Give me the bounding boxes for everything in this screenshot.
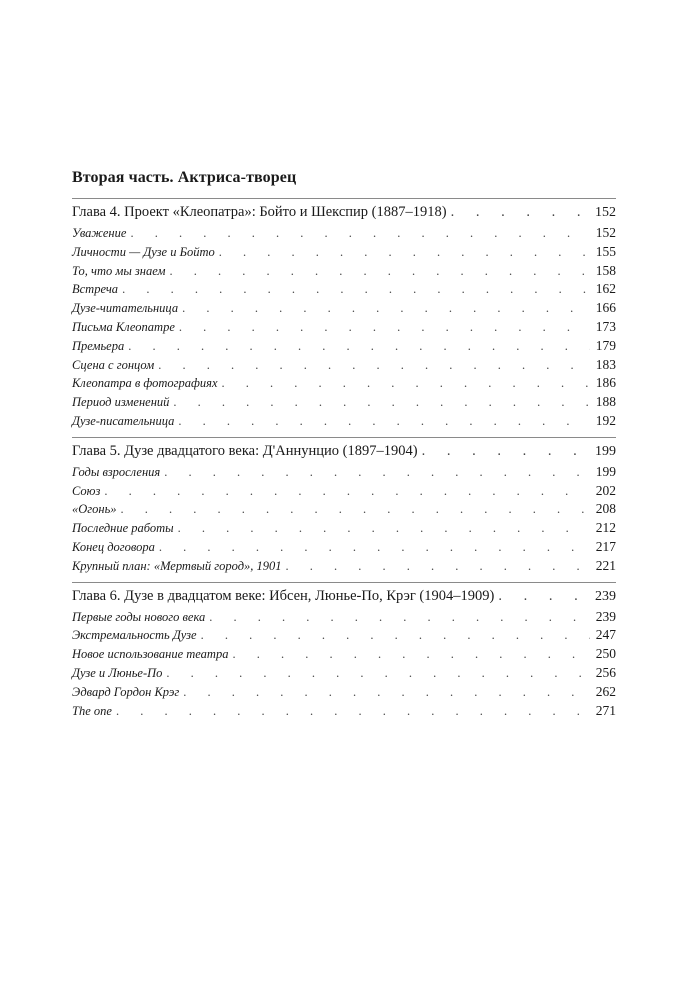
page-number: 208 [595,501,616,517]
toc-entry[interactable] [72,393,616,412]
chapter-6 [72,582,616,721]
page-number: 256 [595,664,616,680]
toc-entry[interactable] [72,280,616,299]
page-number: 179 [595,337,616,353]
page-number: 183 [595,356,616,372]
chapter-heading[interactable] [72,201,616,224]
entry-title: Премьера [72,338,125,353]
dot-leader [173,393,590,412]
entry-title: Первые годы нового века [72,609,206,624]
dot-leader [451,201,590,223]
page-number: 199 [595,463,616,479]
entry-title: То, что мы знаем [72,263,166,278]
entry-title: Новое использование театра [72,647,229,662]
dot-leader [121,500,590,519]
toc-entry[interactable] [72,337,616,356]
toc-entry[interactable] [72,463,616,482]
dot-leader [182,299,590,318]
toc-entry[interactable] [72,683,616,702]
toc-entry[interactable] [72,608,616,627]
entry-title: Письма Клеопатре [72,319,175,334]
entry-title: Экстремальность Дузе [72,628,197,643]
entry-title: Дузе-читательница [72,301,179,316]
dot-leader [130,224,590,243]
page-number: 186 [595,375,616,391]
toc-entry[interactable] [72,482,616,501]
page-number: 212 [595,520,616,536]
dot-leader [128,337,590,356]
chapter-title: Глава 6. Дузе в двадцатом веке: Ибсен, Люнье-По, Крэг (1904–1909) [72,587,495,604]
page-number: 155 [595,243,616,259]
table-of-contents [72,167,616,726]
toc-entry[interactable] [72,356,616,375]
page-number: 221 [595,557,616,573]
entry-title: Эдвард Гордон Крэг [72,684,180,699]
page-number: 152 [595,225,616,240]
dot-leader [201,626,590,645]
entry-title: Клеопатра в фотографиях [72,376,218,391]
page-number: 188 [595,394,616,410]
page-number: 199 [595,443,616,459]
toc-entry[interactable] [72,224,616,243]
dot-leader [178,412,590,431]
toc-entry[interactable] [72,645,616,664]
page-number: 166 [595,300,616,316]
chapter-4 [72,198,616,431]
dot-leader [164,463,590,482]
page-number: 250 [595,646,616,662]
dot-leader [158,356,590,375]
entry-title: Конец договора [72,539,155,554]
toc-entry[interactable] [72,243,616,262]
entry-title: Дузе-писательница [72,413,175,428]
page-number: 202 [595,482,616,498]
page-number: 271 [595,702,616,718]
page-number: 192 [595,412,616,428]
chapter-5 [72,437,616,576]
toc-entry[interactable] [72,626,616,645]
toc-entry[interactable] [72,702,616,721]
dot-leader [179,318,590,337]
entry-title: Дузе и Люнье-По [72,665,163,680]
page-number: 173 [595,318,616,334]
dot-leader [286,557,590,576]
toc-entry[interactable] [72,538,616,557]
dot-leader [104,482,590,501]
entry-title: Уважение [72,226,127,240]
entry-title: Союз [72,483,101,498]
dot-leader [178,519,590,538]
page-number: 239 [595,588,616,604]
toc-entry[interactable] [72,519,616,538]
toc-entry[interactable] [72,500,616,519]
dot-leader [183,683,590,702]
page-number: 247 [595,627,616,643]
dot-leader [232,645,590,664]
toc-entry[interactable] [72,557,616,576]
entry-title: The one [72,703,112,718]
page-number: 217 [595,538,616,554]
toc-entry[interactable] [72,299,616,318]
page-number: 262 [595,683,616,699]
dot-leader [122,280,590,299]
dot-leader [166,664,590,683]
page-number: 162 [595,281,616,297]
toc-entry[interactable] [72,318,616,337]
entry-title: Годы взросления [72,464,161,479]
dot-leader [159,538,590,557]
toc-entry[interactable] [72,412,616,431]
entry-title: «Огонь» [72,502,117,517]
page-number: 152 [595,205,616,220]
dot-leader [169,262,590,281]
part-title: Вторая часть. Актриса-творец [72,169,297,186]
entry-title: Личности — Дузе и Бойто [72,244,215,259]
entry-title: Крупный план: «Мертвый город», 1901 [72,558,282,573]
dot-leader [116,702,590,721]
chapter-title: Глава 5. Дузе двадцатого века: Д'Аннунцио (1897–1904) [72,442,418,459]
dot-leader [422,440,590,462]
entry-title: Период изменений [72,395,170,410]
dot-leader [219,243,590,262]
page-number: 158 [595,262,616,278]
entry-title: Встреча [72,282,119,297]
page-number: 239 [595,608,616,624]
chapter-heading[interactable] [72,585,616,608]
entry-title: Сцена с гонцом [72,357,155,372]
entry-title: Последние работы [72,521,174,536]
toc-entry[interactable] [72,262,616,281]
chapter-title: Глава 4. Проект «Клеопатра»: Бойто и Шекспир (1887–1918) [72,204,447,220]
dot-leader [222,374,591,393]
dot-leader [498,585,590,607]
chapter-heading[interactable] [72,440,616,463]
dot-leader [209,608,590,627]
toc-entry[interactable] [72,374,616,393]
toc-entry[interactable] [72,664,616,683]
